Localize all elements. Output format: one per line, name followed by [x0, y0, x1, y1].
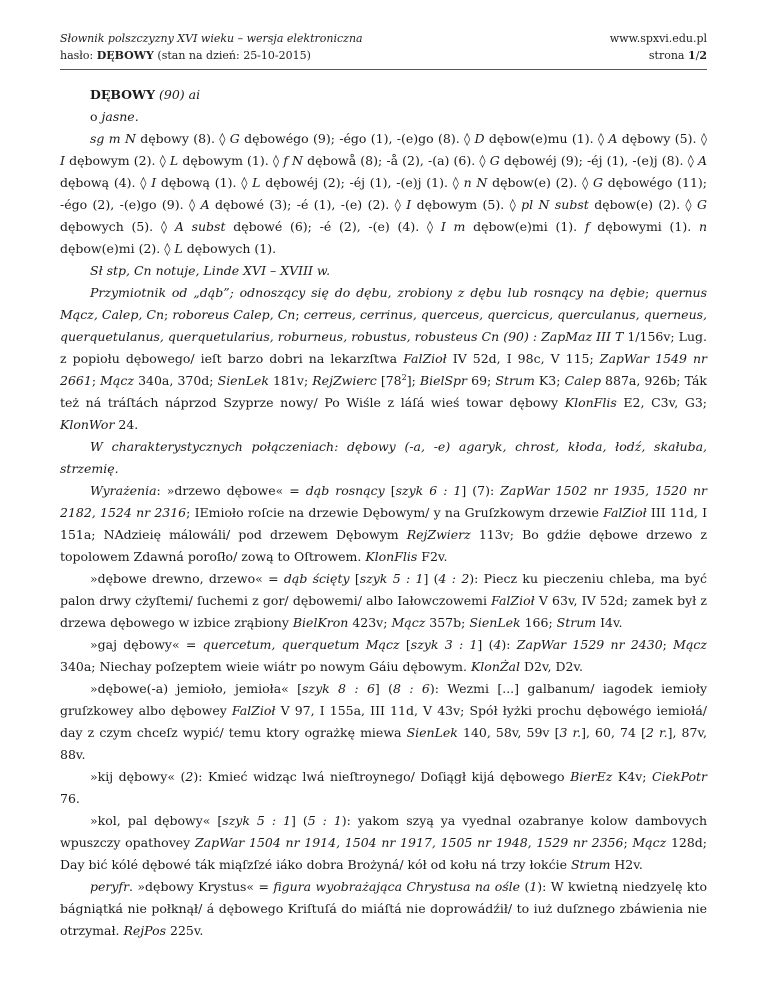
text-run: A: [200, 197, 210, 212]
text-run: ];: [406, 373, 420, 388]
dictionary-title: Słownik polszczyzny XVI wieku – wersja elektroniczna: [60, 32, 363, 45]
text-run: dębowych (5). ◊: [60, 219, 175, 234]
text-run: F2v.: [417, 549, 448, 564]
text-run: 1/156v; Lug. z popiołu dębowego/ ieſt barzo dobri na lekarzſtwa: [60, 329, 707, 366]
text-run: I m: [440, 219, 466, 234]
text-run: [78: [376, 373, 402, 388]
text-run: dębową (1). ◊: [156, 175, 253, 190]
text-run: [: [349, 571, 360, 586]
text-run: Mącz: [391, 615, 426, 630]
text-run: I: [151, 175, 157, 190]
entry-status-line: [60, 47, 363, 64]
text-run: »gaj dębowy« =: [90, 637, 203, 652]
text-run: SienLek: [469, 615, 521, 630]
text-run: G: [593, 175, 604, 190]
text-run: 76.: [60, 791, 80, 806]
text-run: D2v, D2v.: [520, 659, 584, 674]
text-run: szyk 6 : 1: [395, 483, 462, 498]
text-run: Mącz: [632, 835, 667, 850]
text-run: KlonFlis: [564, 395, 617, 410]
text-run: D: [474, 131, 485, 146]
header-divider: [60, 69, 707, 70]
text-run: V 63v, IV 52d; zamek był z drzewa dębowego w izbice zrąbiony: [60, 593, 707, 630]
text-run: szyk 5 : 1: [222, 813, 291, 828]
text-run: 3 r.: [559, 725, 582, 740]
jemiolo-paragraph: [60, 678, 707, 766]
text-run: ): Wezmi [...] galbanum/ iagodek iemioły gruſzkowey albo dębowey: [60, 681, 708, 718]
text-run: ] (: [477, 637, 494, 652]
text-run: dębowégo (9); -égo (1), -(e)go (8). ◊: [239, 131, 475, 146]
text-run: figura wyobrażająca Chrystusa na ośle: [273, 879, 521, 894]
text-run: ZapWar 1549 nr 2661: [60, 351, 708, 388]
text-run: dębowymi (1).: [589, 219, 699, 234]
text-run: ): W kwietną niedzyelę kto bágniątká nie połknął/ á dębowego Kriſtuſá do miáſtá nie doprowádźił/ to iuż duſznego zbáwienia nie otrzymał.: [60, 879, 707, 938]
text-run: 24.: [114, 417, 139, 432]
text-run: roboreus Calep, Cn: [172, 307, 296, 322]
text-run: KlonFlis: [365, 549, 418, 564]
text-run: f: [584, 219, 590, 234]
text-run: G: [697, 197, 708, 212]
text-run: ;: [164, 307, 173, 322]
text-run: dębowå (8); -å (2), -(a) (6). ◊: [302, 153, 490, 168]
text-run: V 97, I 155a, III 11d, V 43v; Spół łyżki prochu dębowégo iemiołá/ day z czym chceſz wypić/ temu ktory ograżkę miewa: [60, 703, 707, 740]
text-run: SienLek: [406, 725, 458, 740]
text-run: ;: [623, 835, 633, 850]
text-run: Mącz: [673, 637, 708, 652]
text-run: I4v.: [596, 615, 623, 630]
text-run: dębowé (6); -é (2), -(e) (4). ◊: [225, 219, 441, 234]
text-run: K4v;: [612, 769, 653, 784]
text-run: pl N subst: [521, 197, 589, 212]
text-run: FalZioł: [603, 505, 647, 520]
text-run: L: [169, 153, 179, 168]
kij-paragraph: [60, 766, 707, 810]
text-run: E2, C3v, G3;: [616, 395, 707, 410]
text-run: RejPos: [123, 923, 167, 938]
text-run: dębową (4). ◊: [60, 175, 152, 190]
text-run: quernus Mącz, Calep, Cn: [60, 285, 708, 322]
text-run: ): yakom szyą ya vyednal ozabranye kolow dambovych wpuszczy opathovey: [60, 813, 707, 850]
text-run: RejZwierc: [312, 373, 377, 388]
gaj-paragraph: [60, 634, 707, 678]
text-run: dębow(e) (2). ◊: [487, 175, 594, 190]
text-run: 2: [185, 769, 194, 784]
page-total: 2: [699, 49, 707, 62]
entry-heading: [60, 84, 707, 106]
text-run: dębowé (3); -é (1), -(e) (2). ◊: [209, 197, 407, 212]
text-run: 69;: [467, 373, 496, 388]
text-run: ; IEmioło roſcie na drzewie Dębowym/ y na Gruſzkowym drzewie: [186, 505, 604, 520]
combinations-paragraph: W charakterystycznych połączeniach: dębowy (-a, -e) agaryk, chrost, kłoda, łodź, skałuba, strzemię.: [60, 439, 707, 476]
text-run: n: [698, 219, 708, 234]
text-run: [: [384, 483, 396, 498]
text-run: Wyrażenia: [90, 483, 157, 498]
etymology-prefix: o: [90, 109, 98, 124]
drewno-paragraph: [60, 568, 707, 634]
etymology-note: [60, 106, 707, 128]
text-run: (: [520, 879, 530, 894]
text-run: Mącz: [100, 373, 134, 388]
page-label: strona: [648, 49, 688, 62]
text-run: dębowéj (2); -éj (1), -(e)j (1). ◊: [260, 175, 464, 190]
text-run: A: [608, 131, 618, 146]
text-run: dębow(e)mi (1).: [465, 219, 585, 234]
text-run: BielKron: [292, 615, 349, 630]
text-run: ;: [295, 307, 304, 322]
text-run: FalZioł: [491, 593, 535, 608]
text-run: ] (: [374, 681, 394, 696]
entry-date: (stan na dzień: 25-10-2015): [153, 49, 311, 62]
text-run: ] (: [290, 813, 308, 828]
expressions-paragraph: [60, 480, 707, 568]
text-run: dąb rosnący: [305, 483, 385, 498]
text-run: I: [406, 197, 412, 212]
text-run: dębowéj (9); -éj (1), -(e)j (8). ◊: [499, 153, 698, 168]
text-run: Calep: [564, 373, 601, 388]
text-run: ZapWar 1502 nr 1935, 1520 nr 2182, 1524 nr 2316: [60, 483, 707, 520]
flexion-paragraph: [60, 128, 707, 260]
text-run: I: [60, 153, 65, 168]
text-run: quercetum, querquetum Mącz: [202, 637, 400, 652]
text-run: ):: [501, 637, 517, 652]
text-run: H2v.: [610, 857, 643, 872]
page-header-left: [60, 30, 363, 64]
text-run: 1: [529, 879, 538, 894]
occurrence-count: (90): [159, 87, 185, 102]
text-run: f N: [283, 153, 303, 168]
text-run: FalZioł: [403, 351, 447, 366]
text-run: BierEz: [570, 769, 613, 784]
text-run: 423v;: [348, 615, 392, 630]
text-run: 8 : 6: [393, 681, 430, 696]
text-run: »dębowe drewno, drzewo« =: [90, 571, 284, 586]
text-run: Strum: [556, 615, 597, 630]
text-run: III 11d, I 151a; NAdzieię málowáli/ pod drzewem Dębowym: [60, 505, 708, 542]
text-run: »dębowe(-a) jemioło, jemioła« [: [90, 681, 303, 696]
text-run: dębowy (8). ◊: [135, 131, 230, 146]
text-run: dębow(e)mu (1). ◊: [484, 131, 609, 146]
text-run: 2 r.: [645, 725, 668, 740]
text-run: 181v;: [268, 373, 313, 388]
peryfr-paragraph: [60, 876, 707, 942]
text-run: ;: [91, 373, 101, 388]
text-run: ], 87v, 88v.: [60, 725, 707, 762]
text-run: szyk 5 : 1: [359, 571, 424, 586]
text-run: KlonŻal: [470, 659, 521, 674]
text-run: 340a, 370d;: [133, 373, 218, 388]
text-run: ): Piecz ku pieczeniu chleba, ma być palon drwy cżyſtemi/ ſuchemi z gor/ dębowemi/ albo Iałowczowemi: [60, 571, 707, 608]
text-run: dębow(e) (2). ◊: [588, 197, 698, 212]
text-run: BielSpr: [419, 373, 468, 388]
text-run: cerreus, cerrinus, querceus, quercicus, querculanus, querneus, querquetulanus, querquetularius, roburneus, robustus, robusteus Cn (90) : ZapMaz III T: [60, 307, 708, 344]
text-run: A subst: [174, 219, 226, 234]
text-run: ZapWar 1529 nr 2430: [516, 637, 663, 652]
text-run: ] (7):: [461, 483, 501, 498]
text-run: L: [174, 241, 183, 256]
text-run: 4: [493, 637, 502, 652]
text-run: 357b;: [425, 615, 470, 630]
text-run: Strum: [495, 373, 535, 388]
text-run: K3;: [534, 373, 565, 388]
text-run: G: [229, 131, 240, 146]
sources-note: Sł stp, Cn notuje, Linde XVI – XVIII w.: [90, 263, 331, 278]
text-run: peryfr: [90, 879, 130, 894]
text-run: 128d; Day bić kólé dębowé ták miąſzſzé iáko dobra Brożyná/ kół od kołu ná trzy łokćie: [60, 835, 708, 872]
text-run: 113v; Bo gdźie dębowe drzewo z topolowem Zdawná poroſło/ zową to Oſtrowem.: [60, 527, 707, 564]
text-run: L: [252, 175, 261, 190]
text-run: 340a; Niechay poſzeptem wieie wiátr po nowym Gáiu dębowym.: [60, 659, 471, 674]
site-url[interactable]: www.spxvi.edu.pl: [609, 32, 707, 45]
text-run: dębowy (5). ◊: [617, 131, 708, 146]
dictionary-entry: [60, 84, 707, 942]
page-header-right: [610, 30, 707, 64]
text-run: 166;: [520, 615, 557, 630]
part-of-speech: ai: [188, 87, 201, 102]
text-run: RejZwierz: [406, 527, 471, 542]
text-run: dębowégo (11); -égo (2), -(e)go (9). ◊: [60, 175, 707, 212]
text-run: : »drzewo dębowe« =: [156, 483, 306, 498]
page-separator: /: [695, 49, 700, 62]
text-run: G: [489, 153, 500, 168]
text-run: FalZioł: [231, 703, 276, 718]
text-run: ], 60, 74 [: [581, 725, 646, 740]
text-run: IV 52d, I 98c, V 115;: [446, 351, 600, 366]
page-number: 1: [687, 49, 696, 62]
text-run: CiekPotr: [652, 769, 708, 784]
text-run: n N: [463, 175, 488, 190]
page-indicator: [610, 47, 707, 64]
text-run: 2: [401, 372, 407, 382]
text-run: 5 : 1: [307, 813, 342, 828]
text-run: szyk 3 : 1: [410, 637, 478, 652]
text-run: dębow(e)mi (2). ◊: [60, 241, 175, 256]
text-run: »kol, pal dębowy« [: [90, 813, 223, 828]
text-run: dębowym (2). ◊: [64, 153, 170, 168]
text-run: ;: [645, 285, 656, 300]
text-run: 140, 58v, 59v [: [457, 725, 560, 740]
text-run: . »dębowy Krystus« =: [129, 879, 274, 894]
text-run: Przymiotnik od „dąb”; odnoszący się do dębu, zrobiony z dębu lub rosnący na dębie: [90, 285, 645, 300]
text-run: szyk 8 : 6: [302, 681, 375, 696]
text-run: ] (: [423, 571, 439, 586]
text-run: 225v.: [166, 923, 204, 938]
text-run: ;: [662, 637, 674, 652]
text-run: SienLek: [217, 373, 269, 388]
entry-label: hasło:: [60, 49, 97, 62]
text-run: dębowym (5). ◊: [411, 197, 522, 212]
text-run: dębowych (1).: [182, 241, 277, 256]
text-run: KlonWor: [60, 417, 115, 432]
text-run: dąb ścięty: [283, 571, 350, 586]
text-run: 4 : 2: [438, 571, 470, 586]
text-run: ): Kmieć widząc lwá nieſtroynego/ Doſiągł kijá dębowego: [193, 769, 571, 784]
text-run: dębowym (1). ◊: [178, 153, 284, 168]
text-run: sg m N: [90, 131, 136, 146]
text-run: 887a, 926b; Ták też ná tráſtách náprzod Szyprze nowy/ Po Wiśle z láſá wieś towar dębowy: [60, 373, 708, 410]
text-run: Strum: [570, 857, 611, 872]
headword: DĘBOWY: [90, 87, 156, 102]
kol-paragraph: [60, 810, 707, 876]
etymology-text: jasne.: [101, 109, 139, 124]
definition-paragraph: [60, 282, 707, 436]
text-run: ZapWar 1504 nr 1914, 1504 nr 1917, 1505 nr 1948, 1529 nr 2356: [194, 835, 624, 850]
text-run: A: [697, 153, 707, 168]
text-run: [: [399, 637, 411, 652]
entry-headword-header: DĘBOWY: [96, 49, 154, 62]
text-run: »kij dębowy« (: [90, 769, 186, 784]
